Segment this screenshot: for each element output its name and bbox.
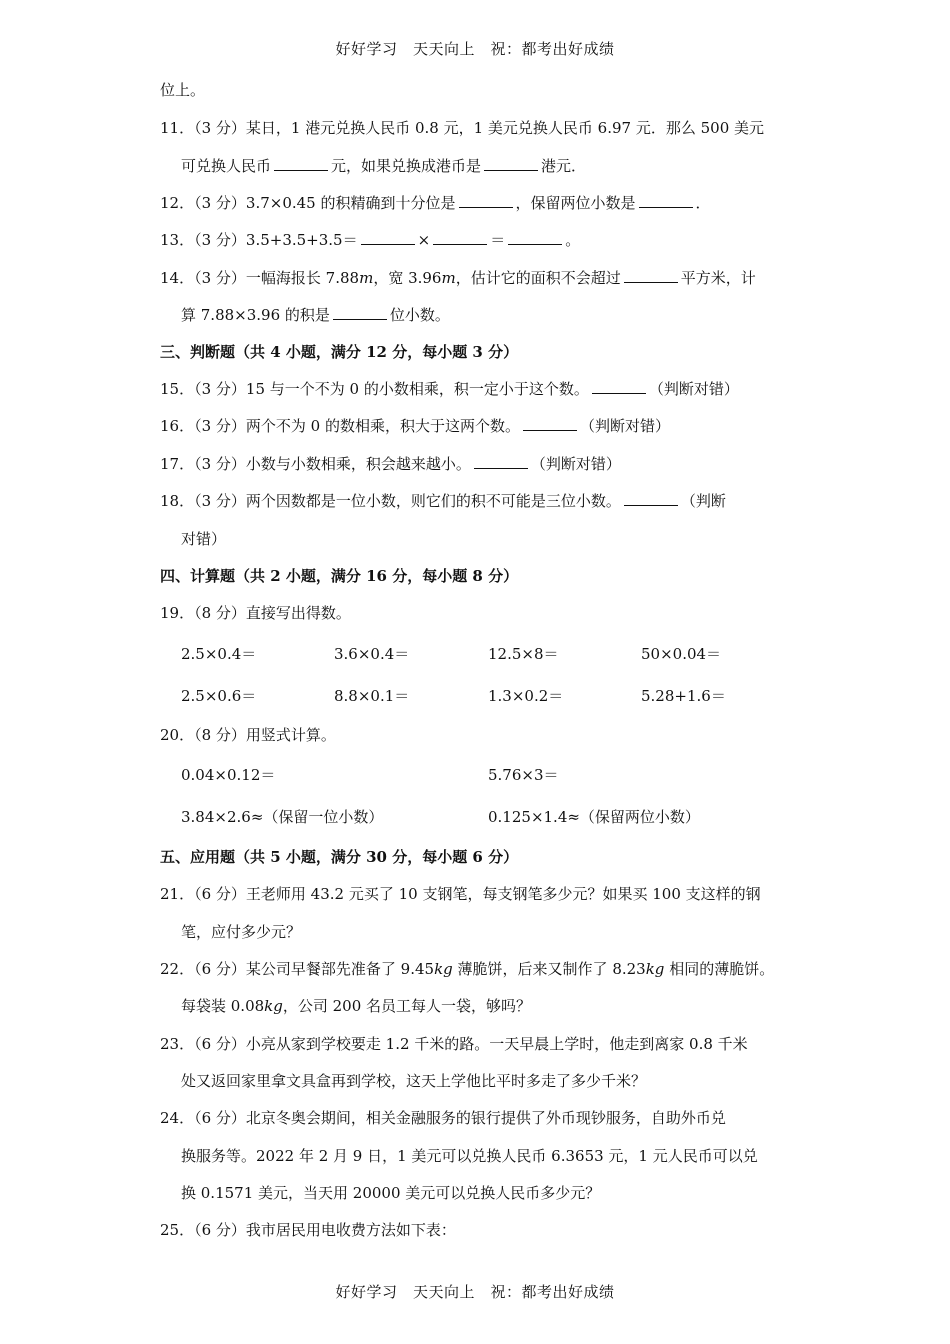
q19-item: 3.6×0.4＝ <box>334 645 410 663</box>
answer-blank <box>361 230 415 245</box>
answer-blank <box>592 379 646 394</box>
q20-item: 3.84×2.6≈（保留一位小数） <box>181 808 384 826</box>
question-12: 12．（3 分）3.7×0.45 的积精确到十分位是 ，保留两位小数是 ． <box>160 194 711 212</box>
q20-item: 0.04×0.12＝ <box>181 766 276 784</box>
question-18-line-1: 18．（3 分）两个因数都是一位小数，则它们的积不可能是三位小数。 （判断 <box>160 492 726 510</box>
question-22-line-2: 每袋装 0.08kg，公司 200 名员工每人一袋，够吗？ <box>181 997 532 1015</box>
answer-blank <box>639 193 693 208</box>
q19-item: 1.3×0.2＝ <box>488 687 564 705</box>
question-20: 20．（8 分）用竖式计算。 <box>160 726 336 744</box>
question-24-line-2: 换服务等。2022 年 2 月 9 日，1 美元可以兑换人民币 6.3653 元，1 元人民币可以兑 <box>181 1147 758 1165</box>
answer-blank <box>474 454 528 469</box>
answer-blank <box>624 491 678 506</box>
question-16: 16．（3 分）两个不为 0 的数相乘，积大于这两个数。 （判断对错） <box>160 417 670 435</box>
question-25: 25．（6 分）我市居民用电收费方法如下表： <box>160 1221 456 1239</box>
section-4-title: 四、计算题（共 2 小题，满分 16 分，每小题 8 分） <box>160 567 519 585</box>
question-13: 13．（3 分）3.5+3.5+3.5＝ × ＝ 。 <box>160 231 581 249</box>
question-24-line-3: 换 0.1571 美元，当天用 20000 美元可以兑换人民币多少元？ <box>181 1184 601 1202</box>
question-21-line-2: 笔，应付多少元？ <box>181 923 302 941</box>
question-23-line-2: 处又返回家里拿文具盒再到学校，这天上学他比平时多走了多少千米？ <box>181 1072 647 1090</box>
question-15: 15．（3 分）15 与一个不为 0 的小数相乘，积一定小于这个数。 （判断对错） <box>160 380 739 398</box>
question-19: 19．（8 分）直接写出得数。 <box>160 604 351 622</box>
answer-blank <box>459 193 513 208</box>
answer-blank <box>274 156 328 171</box>
q20-item: 0.125×1.4≈（保留两位小数） <box>488 808 700 826</box>
q19-item: 2.5×0.6＝ <box>181 687 257 705</box>
q19-item: 8.8×0.1＝ <box>334 687 410 705</box>
continued-line: 位上。 <box>160 81 206 99</box>
answer-blank <box>433 230 487 245</box>
answer-blank <box>508 230 562 245</box>
section-5-title: 五、应用题（共 5 小题，满分 30 分，每小题 6 分） <box>160 848 519 866</box>
question-11-line-2: 可兑换人民币 元，如果兑换成港币是 港元． <box>181 157 587 175</box>
question-14-line-1: 14．（3 分）一幅海报长 7.88m，宽 3.96m，估计它的面积不会超过 平方米，计 <box>160 269 756 287</box>
q20-item: 5.76×3＝ <box>488 766 559 784</box>
question-23-line-1: 23．（6 分）小亮从家到学校要走 1.2 千米的路。一天早晨上学时，他走到离家 0.8 千米 <box>160 1035 748 1053</box>
answer-blank <box>333 305 387 320</box>
question-22-line-1: 22．（6 分）某公司早餐部先准备了 9.45kg 薄脆饼，后来又制作了 8.23kg 相同的薄脆饼。 <box>160 960 775 978</box>
q19-item: 12.5×8＝ <box>488 645 559 663</box>
question-17: 17．（3 分）小数与小数相乘，积会越来越小。 （判断对错） <box>160 455 621 473</box>
answer-blank <box>523 416 577 431</box>
q19-item: 5.28+1.6＝ <box>641 687 726 705</box>
question-24-line-1: 24．（6 分）北京冬奥会期间，相关金融服务的银行提供了外币现钞服务，自助外币兑 <box>160 1109 726 1127</box>
question-21-line-1: 21．（6 分）王老师用 43.2 元买了 10 支钢笔，每支钢笔多少元？如果买 100 支这样的钢 <box>160 885 761 903</box>
question-18-line-2: 对错） <box>181 530 227 548</box>
q19-item: 2.5×0.4＝ <box>181 645 257 663</box>
question-14-line-2: 算 7.88×3.96 的积是 位小数。 <box>181 306 450 324</box>
answer-blank <box>484 156 538 171</box>
page-footer: 好好学习 天天向上 祝：都考出好成绩 <box>335 1283 615 1301</box>
page-header: 好好学习 天天向上 祝：都考出好成绩 <box>335 40 615 58</box>
question-11-line-1: 11．（3 分）某日，1 港元兑换人民币 0.8 元，1 美元兑换人民币 6.97 元．那么 500 美元 <box>160 119 765 137</box>
q19-item: 50×0.04＝ <box>641 645 722 663</box>
answer-blank <box>624 268 678 283</box>
section-3-title: 三、判断题（共 4 小题，满分 12 分，每小题 3 分） <box>160 343 519 361</box>
